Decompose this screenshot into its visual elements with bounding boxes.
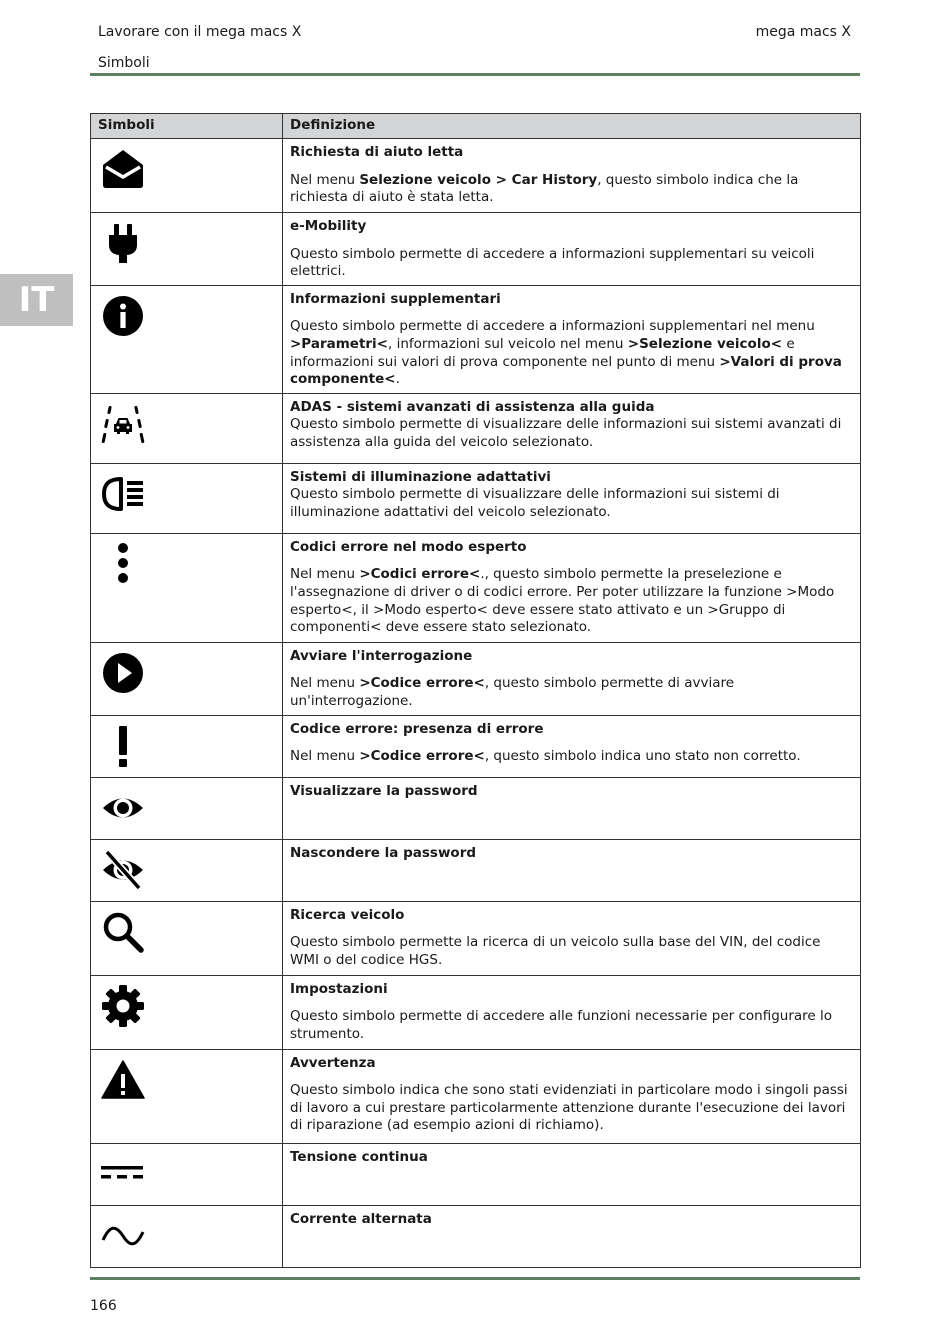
description-text: Questo simbolo indica che sono stati evidenziati in particolare modo i singoli passi di lavoro a cui prestare particolarmente attenzione durante l'esecuzione dei lavori di riparazione (ad esempio azioni di richiamo). xyxy=(290,1082,848,1134)
symbol-term: Codici errore nel modo esperto xyxy=(290,538,527,555)
table-row xyxy=(91,839,861,901)
description-text: Questo simbolo permette la ricerca di un veicolo sulla base del VIN, del codice WMI o del codice HGS. xyxy=(290,934,821,968)
menu-reference: >Codici errore< xyxy=(359,566,481,583)
menu-reference: >Codice errore< xyxy=(359,748,485,765)
play-icon xyxy=(101,651,145,695)
symbol-cell xyxy=(91,285,283,393)
plug-icon xyxy=(101,221,145,265)
description-text: Nel menu xyxy=(290,675,360,692)
symbol-description xyxy=(290,675,853,710)
language-tab: IT xyxy=(0,274,73,326)
definition-cell xyxy=(283,213,861,286)
table-row xyxy=(91,285,861,393)
description-text: Questo simbolo permette di accedere a informazioni supplementari su veicoli elettrici. xyxy=(290,245,815,280)
symbol-cell xyxy=(91,1205,283,1267)
description-text: Questo simbolo permette di accedere alle funzioni necessarie per configurare lo strumento. xyxy=(290,1008,833,1042)
menu-reference: Selezione veicolo > Car History xyxy=(359,171,598,188)
definition-cell xyxy=(283,975,861,1049)
header-section: Simboli xyxy=(98,55,150,71)
symbol-cell xyxy=(91,642,283,715)
table-row xyxy=(91,1205,861,1267)
table-row xyxy=(91,901,861,975)
table-row xyxy=(91,1049,861,1143)
gear-icon xyxy=(101,984,145,1028)
description-text: Questo simbolo permette di accedere a informazioni supplementari nel menu xyxy=(290,318,815,335)
description-text: Questo simbolo permette di visualizzare delle informazioni sui sistemi avanzati di assistenza alla guida del veicolo selezionato. xyxy=(290,416,842,450)
column-header-definition: Definizione xyxy=(283,114,861,139)
symbol-cell xyxy=(91,975,283,1049)
symbol-description xyxy=(290,416,853,451)
header-rule xyxy=(90,73,860,76)
symbol-term: Impostazioni xyxy=(290,980,388,997)
footer-rule xyxy=(90,1277,860,1280)
symbol-cell xyxy=(91,839,283,901)
description-text: , questo simbolo permette di avviare un'interrogazione. xyxy=(290,675,735,709)
symbol-term: Avvertenza xyxy=(290,1054,376,1071)
menu-reference: >Selezione veicolo< xyxy=(627,335,783,352)
symbol-description xyxy=(290,934,853,969)
description-text: Questo simbolo permette di visualizzare delle informazioni sui sistemi di illuminazione adattativi del veicolo selezionato. xyxy=(290,486,780,520)
symbol-cell xyxy=(91,777,283,839)
symbol-cell xyxy=(91,715,283,777)
column-header-symbols: Simboli xyxy=(91,114,283,139)
definition-cell xyxy=(283,533,861,642)
exclamation-icon xyxy=(101,724,145,768)
definition-cell xyxy=(283,1049,861,1143)
ac-current-icon xyxy=(101,1214,145,1258)
eye-off-icon xyxy=(101,848,145,892)
symbol-description xyxy=(290,566,853,636)
symbol-cell xyxy=(91,1143,283,1205)
symbol-term: Visualizzare la password xyxy=(290,782,478,799)
headlight-icon xyxy=(101,472,145,516)
definition-cell xyxy=(283,463,861,533)
description-text: , informazioni sul veicolo nel menu xyxy=(388,335,628,352)
warning-icon xyxy=(101,1058,145,1102)
dc-voltage-icon xyxy=(101,1152,145,1196)
page-number: 166 xyxy=(90,1298,117,1314)
info-icon xyxy=(101,294,145,338)
symbol-description xyxy=(290,748,853,766)
definition-cell xyxy=(283,285,861,393)
symbol-description xyxy=(290,486,853,521)
definition-cell xyxy=(283,1143,861,1205)
description-text: Nel menu xyxy=(290,748,360,765)
symbol-term: ADAS - sistemi avanzati di assistenza alla guida xyxy=(290,398,655,415)
symbol-term: Richiesta di aiuto letta xyxy=(290,144,464,160)
table-row xyxy=(91,463,861,533)
menu-reference: >Valori di prova componente< xyxy=(290,353,842,388)
symbol-cell xyxy=(91,1049,283,1143)
table-row xyxy=(91,213,861,286)
table-row xyxy=(91,715,861,777)
definition-cell xyxy=(283,139,861,213)
symbol-cell xyxy=(91,533,283,642)
table-row xyxy=(91,533,861,642)
definition-cell xyxy=(283,393,861,463)
envelope-open-icon xyxy=(101,147,145,191)
description-text: . xyxy=(395,371,400,388)
symbol-cell xyxy=(91,213,283,286)
definition-cell xyxy=(283,839,861,901)
table-row xyxy=(91,975,861,1049)
search-icon xyxy=(101,910,145,954)
symbol-cell xyxy=(91,901,283,975)
symbol-term: Sistemi di illuminazione adattativi xyxy=(290,468,551,485)
symbol-term: Codice errore: presenza di errore xyxy=(290,720,544,737)
symbol-description xyxy=(290,1082,853,1135)
symbol-cell xyxy=(91,139,283,213)
table-row xyxy=(91,777,861,839)
description-text: Nel menu xyxy=(290,566,360,583)
symbol-term: Avviare l'interrogazione xyxy=(290,647,473,664)
symbol-term: Corrente alternata xyxy=(290,1210,432,1227)
adas-icon xyxy=(101,402,145,446)
symbol-description xyxy=(290,318,853,388)
definition-cell xyxy=(283,1205,861,1267)
table-row xyxy=(91,139,861,213)
description-text: Nel menu xyxy=(290,171,360,188)
eye-icon xyxy=(101,786,145,830)
symbol-term: Ricerca veicolo xyxy=(290,906,405,923)
symbol-term: Nascondere la password xyxy=(290,844,477,861)
more-vertical-icon xyxy=(101,542,145,586)
header-product: mega macs X xyxy=(755,24,851,40)
symbol-description xyxy=(290,172,853,207)
definition-cell xyxy=(283,901,861,975)
symbols-table xyxy=(90,113,861,1268)
symbol-term: e-Mobility xyxy=(290,218,367,234)
header-title: Lavorare con il mega macs X xyxy=(98,24,302,40)
symbol-cell xyxy=(91,393,283,463)
table-row xyxy=(91,393,861,463)
symbol-description xyxy=(290,246,853,281)
menu-reference: >Parametri< xyxy=(290,335,388,352)
table-row xyxy=(91,1143,861,1205)
table-header-row xyxy=(91,114,861,139)
symbol-cell xyxy=(91,463,283,533)
symbol-term: Informazioni supplementari xyxy=(290,290,501,307)
menu-reference: >Codice errore< xyxy=(359,675,485,692)
description-text: e informazioni sui valori di prova componente nel punto di menu xyxy=(290,335,795,370)
definition-cell xyxy=(283,715,861,777)
description-text: , questo simbolo indica uno stato non corretto. xyxy=(484,748,801,765)
symbol-description xyxy=(290,1008,853,1043)
symbol-term: Tensione continua xyxy=(290,1148,428,1165)
definition-cell xyxy=(283,642,861,715)
description-text: , questo simbolo indica che la richiesta di aiuto è stata letta. xyxy=(290,171,799,206)
table-row xyxy=(91,642,861,715)
definition-cell xyxy=(283,777,861,839)
description-text: ., questo simbolo permette la preselezione e l'assegnazione di driver o di codici errore. Per poter utilizzare la funzione >Modo esperto<, il >Modo esperto< deve essere stato attivato e un >Gruppo di componenti< deve essere stato selezionato. xyxy=(290,566,835,636)
